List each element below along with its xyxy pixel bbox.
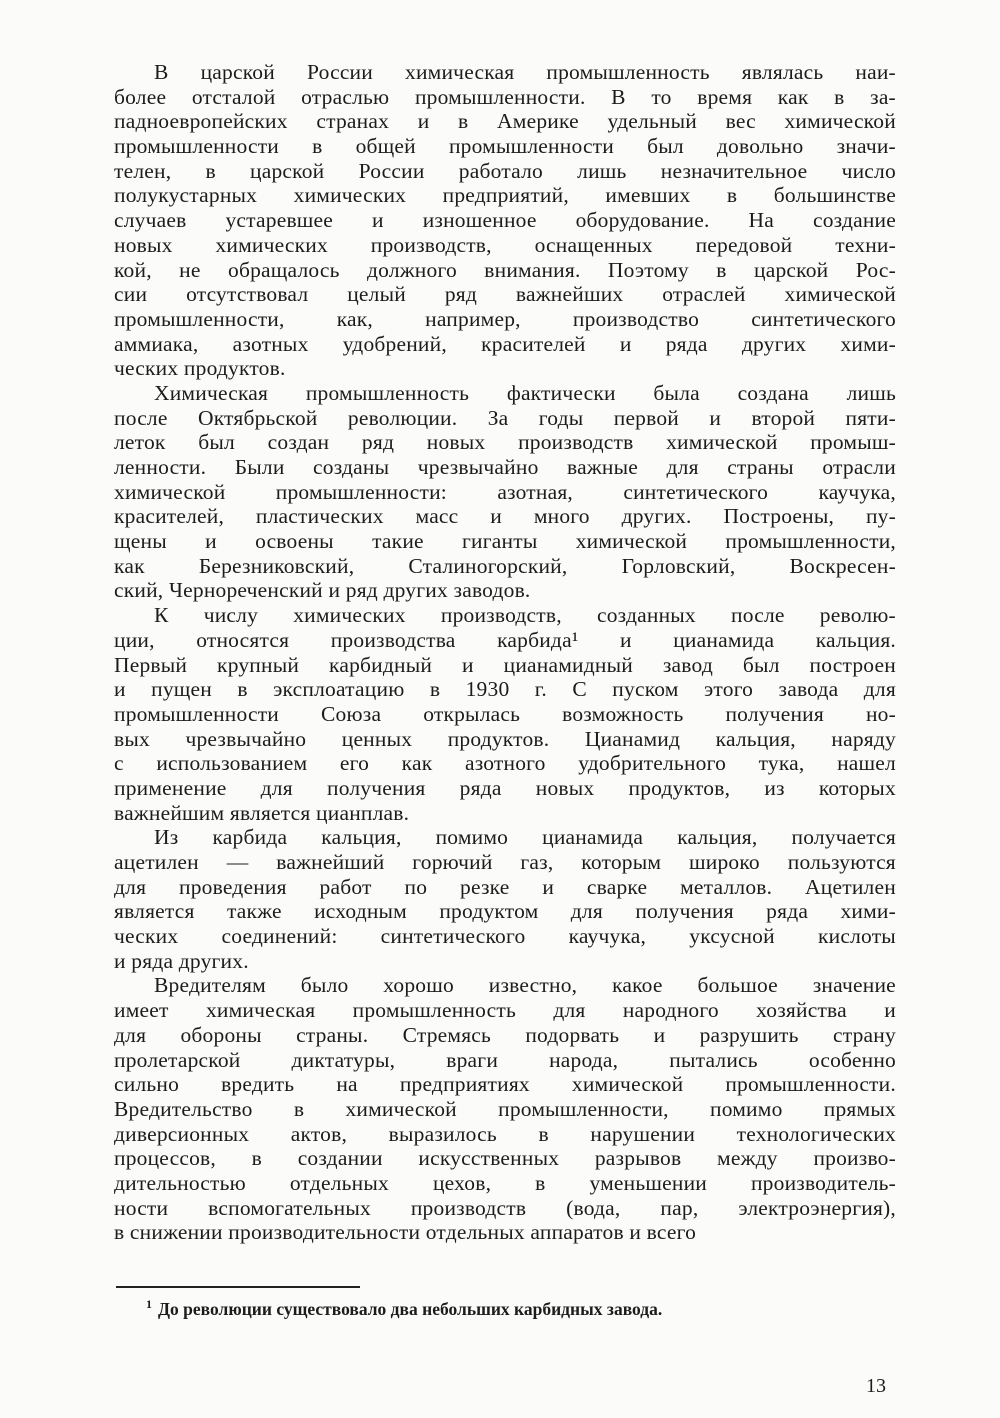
text-line: аммиака, азотных удобрений, красителей и ряда других хими- bbox=[114, 331, 896, 356]
paragraph bbox=[114, 603, 896, 825]
text-line: вых чрезвычайно ценных продуктов. Цианамид кальция, наряду bbox=[114, 726, 896, 751]
text-line: для обороны страны. Стремясь подорвать и разрушить страну bbox=[114, 1022, 896, 1047]
text-line: процессов, в создании искусственных разрывов между произво- bbox=[114, 1146, 896, 1171]
text-line: Из карбида кальция, помимо цианамида кальция, получается bbox=[154, 825, 896, 850]
text-line: щены и освоены такие гиганты химической промышленности, bbox=[114, 529, 896, 554]
text-line: промышленности в общей промышленности был довольно значи- bbox=[114, 134, 896, 159]
text-line: для проведения работ по резке и сварке металлов. Ацетилен bbox=[114, 874, 896, 899]
paragraph bbox=[114, 973, 896, 1245]
text-line: ский, Чернореченский и ряд других заводов. bbox=[114, 578, 531, 603]
text-line: имеет химическая промышленность для народного хозяйства и bbox=[114, 998, 896, 1023]
text-line: более отсталой отраслью промышленности. В то время как в за- bbox=[114, 84, 896, 109]
text-line: химической промышленности: азотная, синтетического каучука, bbox=[114, 479, 896, 504]
text-line: и пущен в эксплоатацию в 1930 г. С пуском этого завода для bbox=[114, 677, 896, 702]
text-line: кой, не обращалось должного внимания. Поэтому в царской Рос- bbox=[114, 257, 896, 282]
text-line: новых химических производств, оснащенных передовой техни- bbox=[114, 232, 896, 257]
text-line: дительностью отдельных цехов, в уменьшении производитель- bbox=[114, 1170, 896, 1195]
text-line: случаев устаревшее и изношенное оборудование. На создание bbox=[114, 208, 896, 233]
text-line: промышленности Союза открылась возможность получения но- bbox=[114, 701, 896, 726]
text-line: красителей, пластических масс и много других. Построены, пу- bbox=[114, 504, 896, 529]
text-line: ции, относятся производства карбида¹ и цианамида кальция. bbox=[114, 627, 896, 652]
paragraph bbox=[114, 381, 896, 603]
text-line: пролетарской диктатуры, враги народа, пытались особенно bbox=[114, 1047, 896, 1072]
text-line: промышленности, как, например, производство синтетического bbox=[114, 306, 896, 331]
text-line: ности вспомогательных производств (вода, пар, электроэнергия), bbox=[114, 1195, 896, 1220]
paragraph bbox=[114, 60, 896, 381]
text-line: является также исходным продуктом для получения ряда хими- bbox=[114, 899, 896, 924]
text-line: Вредителям было хорошо известно, какое большое значение bbox=[154, 973, 896, 998]
text-line: Первый крупный карбидный и цианамидный завод был построен bbox=[114, 652, 896, 677]
text-line: В царской России химическая промышленность являлась наи- bbox=[154, 60, 896, 84]
text-line: леток был создан ряд новых производств химической промыш- bbox=[114, 430, 896, 455]
text-line: Химическая промышленность фактически была создана лишь bbox=[154, 380, 896, 405]
text-line: Вредительство в химической промышленности, помимо прямых bbox=[114, 1096, 896, 1121]
text-line: после Октябрьской революции. За годы первой и второй пяти- bbox=[114, 405, 896, 430]
text-line: ленности. Были созданы чрезвычайно важные для страны отрасли bbox=[114, 455, 896, 479]
text-line: падноевропейских странах и в Америке удельный вес химической bbox=[114, 109, 896, 134]
text-line: сильно вредить на предприятиях химической промышленности. bbox=[114, 1072, 896, 1097]
paragraph bbox=[114, 825, 896, 973]
footnote-text: До революции существовало два небольших карбидных завода. bbox=[158, 1299, 663, 1319]
text-line: как Березниковский, Сталиногорский, Горловский, Воскресен- bbox=[114, 553, 896, 578]
body-text bbox=[114, 60, 896, 1245]
text-line: и ряда других. bbox=[114, 948, 249, 973]
text-line: телен, в царской России работало лишь незначительное число bbox=[114, 158, 896, 183]
text-line: применение для получения ряда новых продуктов, из которых bbox=[114, 775, 896, 800]
text-line: ацетилен — важнейший горючий газ, которым широко пользуются bbox=[114, 850, 896, 874]
footnote-marker: 1 bbox=[146, 1297, 152, 1312]
footnote-divider bbox=[116, 1286, 360, 1288]
text-line: с использованием его как азотного удобрительного тука, нашел bbox=[114, 751, 896, 776]
text-line: ческих соединений: синтетического каучука, уксусной кислоты bbox=[114, 924, 896, 949]
text-line: К числу химических производств, созданных после револю- bbox=[154, 603, 896, 628]
text-line: сии отсутствовал целый ряд важнейших отраслей химической bbox=[114, 282, 896, 307]
text-line: полукустарных химических предприятий, имевших в большинстве bbox=[114, 183, 896, 208]
text-line: в снижении производительности отдельных аппаратов и всего bbox=[114, 1220, 697, 1245]
text-line: ческих продуктов. bbox=[114, 356, 286, 381]
text-line: диверсионных актов, выразилось в нарушении технологических bbox=[114, 1121, 896, 1146]
text-line: важнейшим является цианплав. bbox=[114, 800, 410, 825]
footnote bbox=[146, 1298, 662, 1320]
page-number: 13 bbox=[866, 1375, 886, 1397]
